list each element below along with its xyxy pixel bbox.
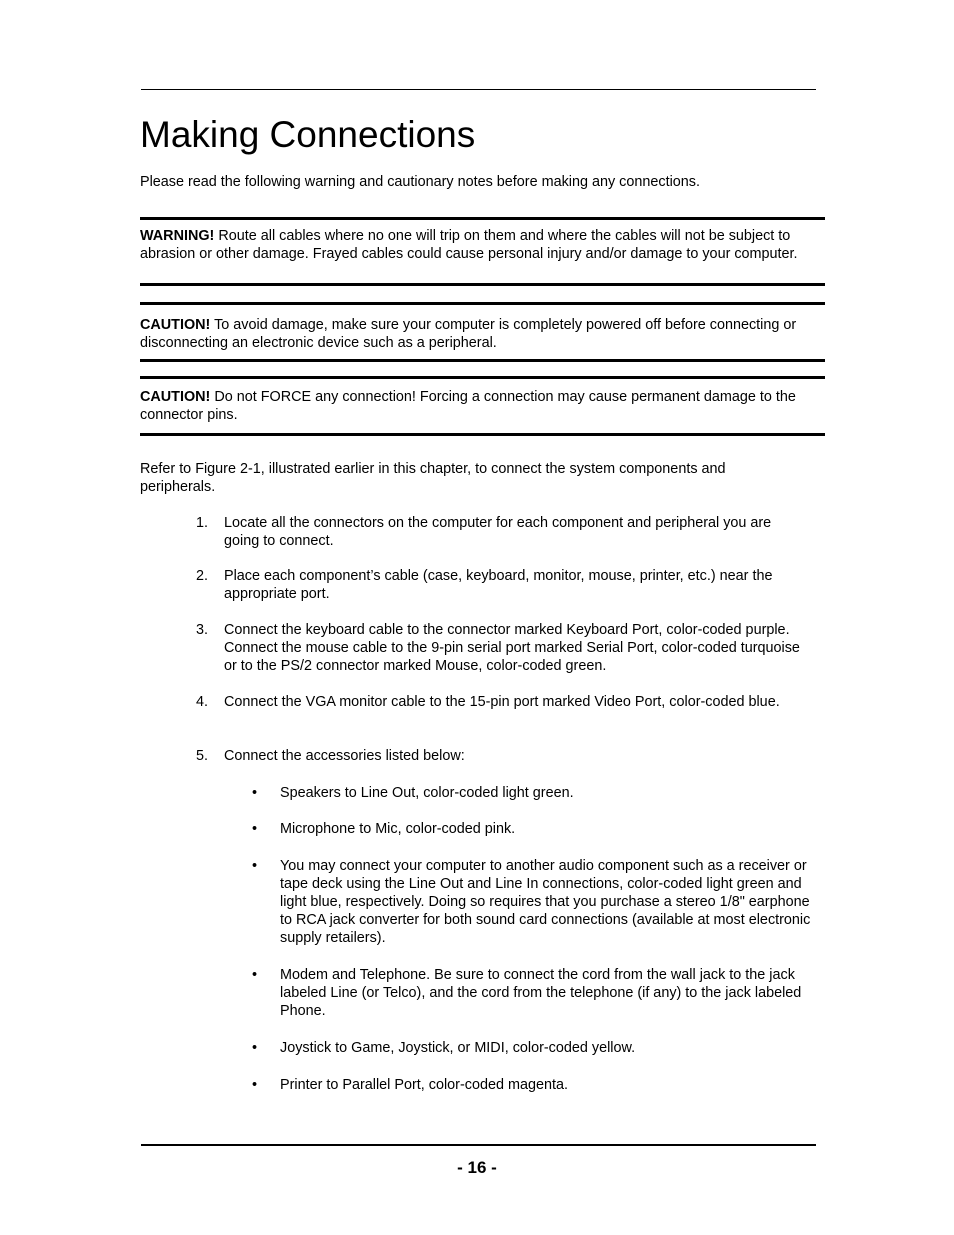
bullet-text: Speakers to Line Out, color-coded light green. xyxy=(280,785,574,801)
bullet-icon: • xyxy=(252,967,258,983)
step-text: Connect the keyboard cable to the connector marked Keyboard Port, color-coded purple. Connect the mouse cable to the 9-pin serial port marked Serial Port, color-coded turquoise or to the PS/2 connector marked Mouse, color-coded green. xyxy=(224,622,800,674)
notice-rule-top xyxy=(140,376,825,379)
notice-label: CAUTION! xyxy=(140,317,211,333)
bullet-icon: • xyxy=(252,858,258,874)
bullet-text: Joystick to Game, Joystick, or MIDI, color-coded yellow. xyxy=(280,1040,636,1056)
bullet-icon: • xyxy=(252,1040,258,1056)
bullet-text: You may connect your computer to another audio component such as a receiver or tape deck using the Line Out and Line In connections, color-coded light green and light blue, respectively. Doing so requires that you purchase a stereo 1/8" earphone to RCA jack converter for both sound card connections (available at most electronic supply retailers). xyxy=(280,858,811,946)
notice-body: Do not FORCE any connection! Forcing a connection may cause permanent damage to the connector pins. xyxy=(140,389,796,423)
notice-text xyxy=(140,388,820,424)
step-text: Place each component’s cable (case, keyboard, monitor, mouse, printer, etc.) near the appropriate port. xyxy=(224,568,773,602)
notice-body: To avoid damage, make sure your computer is completely powered off before connecting or disconnecting an electronic device such as a peripheral. xyxy=(140,317,797,351)
step-text: Connect the VGA monitor cable to the 15-pin port marked Video Port, color-coded blue. xyxy=(224,694,780,710)
step-text: Connect the accessories listed below: xyxy=(224,748,465,764)
notice-label: WARNING! xyxy=(140,228,215,244)
warning-notice xyxy=(140,217,825,288)
bullet-text: Modem and Telephone. Be sure to connect the cord from the wall jack to the jack labeled Line (or Telco), and the cord from the telephone (if any) to the jack labeled Phone. xyxy=(280,967,802,1019)
notice-rule-bottom xyxy=(140,433,825,436)
notice-rule-top xyxy=(140,302,825,305)
bullet-icon: • xyxy=(252,821,258,837)
step-number: 2. xyxy=(196,568,209,584)
notice-body: Route all cables where no one will trip on them and where the cables will not be subject to abrasion or other damage. Frayed cables could cause personal injury and/or damage to your computer. xyxy=(140,228,798,262)
step-number: 4. xyxy=(196,694,209,710)
step-number: 3. xyxy=(196,622,209,638)
step-number: 1. xyxy=(196,515,209,531)
refer-paragraph: Refer to Figure 2-1, illustrated earlier in this chapter, to connect the system components and peripherals. xyxy=(140,461,726,495)
step-text: Locate all the connectors on the computer for each component and peripheral you are going to connect. xyxy=(224,515,772,549)
page-title: Making Connections xyxy=(140,114,476,155)
notice-text xyxy=(140,227,820,263)
notice-label: CAUTION! xyxy=(140,389,211,405)
header-rule xyxy=(141,89,816,90)
bullet-icon: • xyxy=(252,785,258,801)
notice-rule-bottom xyxy=(140,359,825,362)
caution-notice-power xyxy=(140,302,825,363)
caution-notice-force xyxy=(140,376,825,438)
bullet-text: Printer to Parallel Port, color-coded magenta. xyxy=(280,1077,568,1093)
step-number: 5. xyxy=(196,748,209,764)
notice-text xyxy=(140,316,820,352)
bullet-text: Microphone to Mic, color-coded pink. xyxy=(280,821,516,837)
intro-paragraph: Please read the following warning and cautionary notes before making any connections. xyxy=(140,174,700,190)
page-number: - 16 - xyxy=(457,1158,497,1177)
notice-rule-bottom xyxy=(140,283,825,286)
bullet-icon: • xyxy=(252,1077,258,1093)
footer-rule xyxy=(141,1144,816,1146)
notice-rule-top xyxy=(140,217,825,220)
